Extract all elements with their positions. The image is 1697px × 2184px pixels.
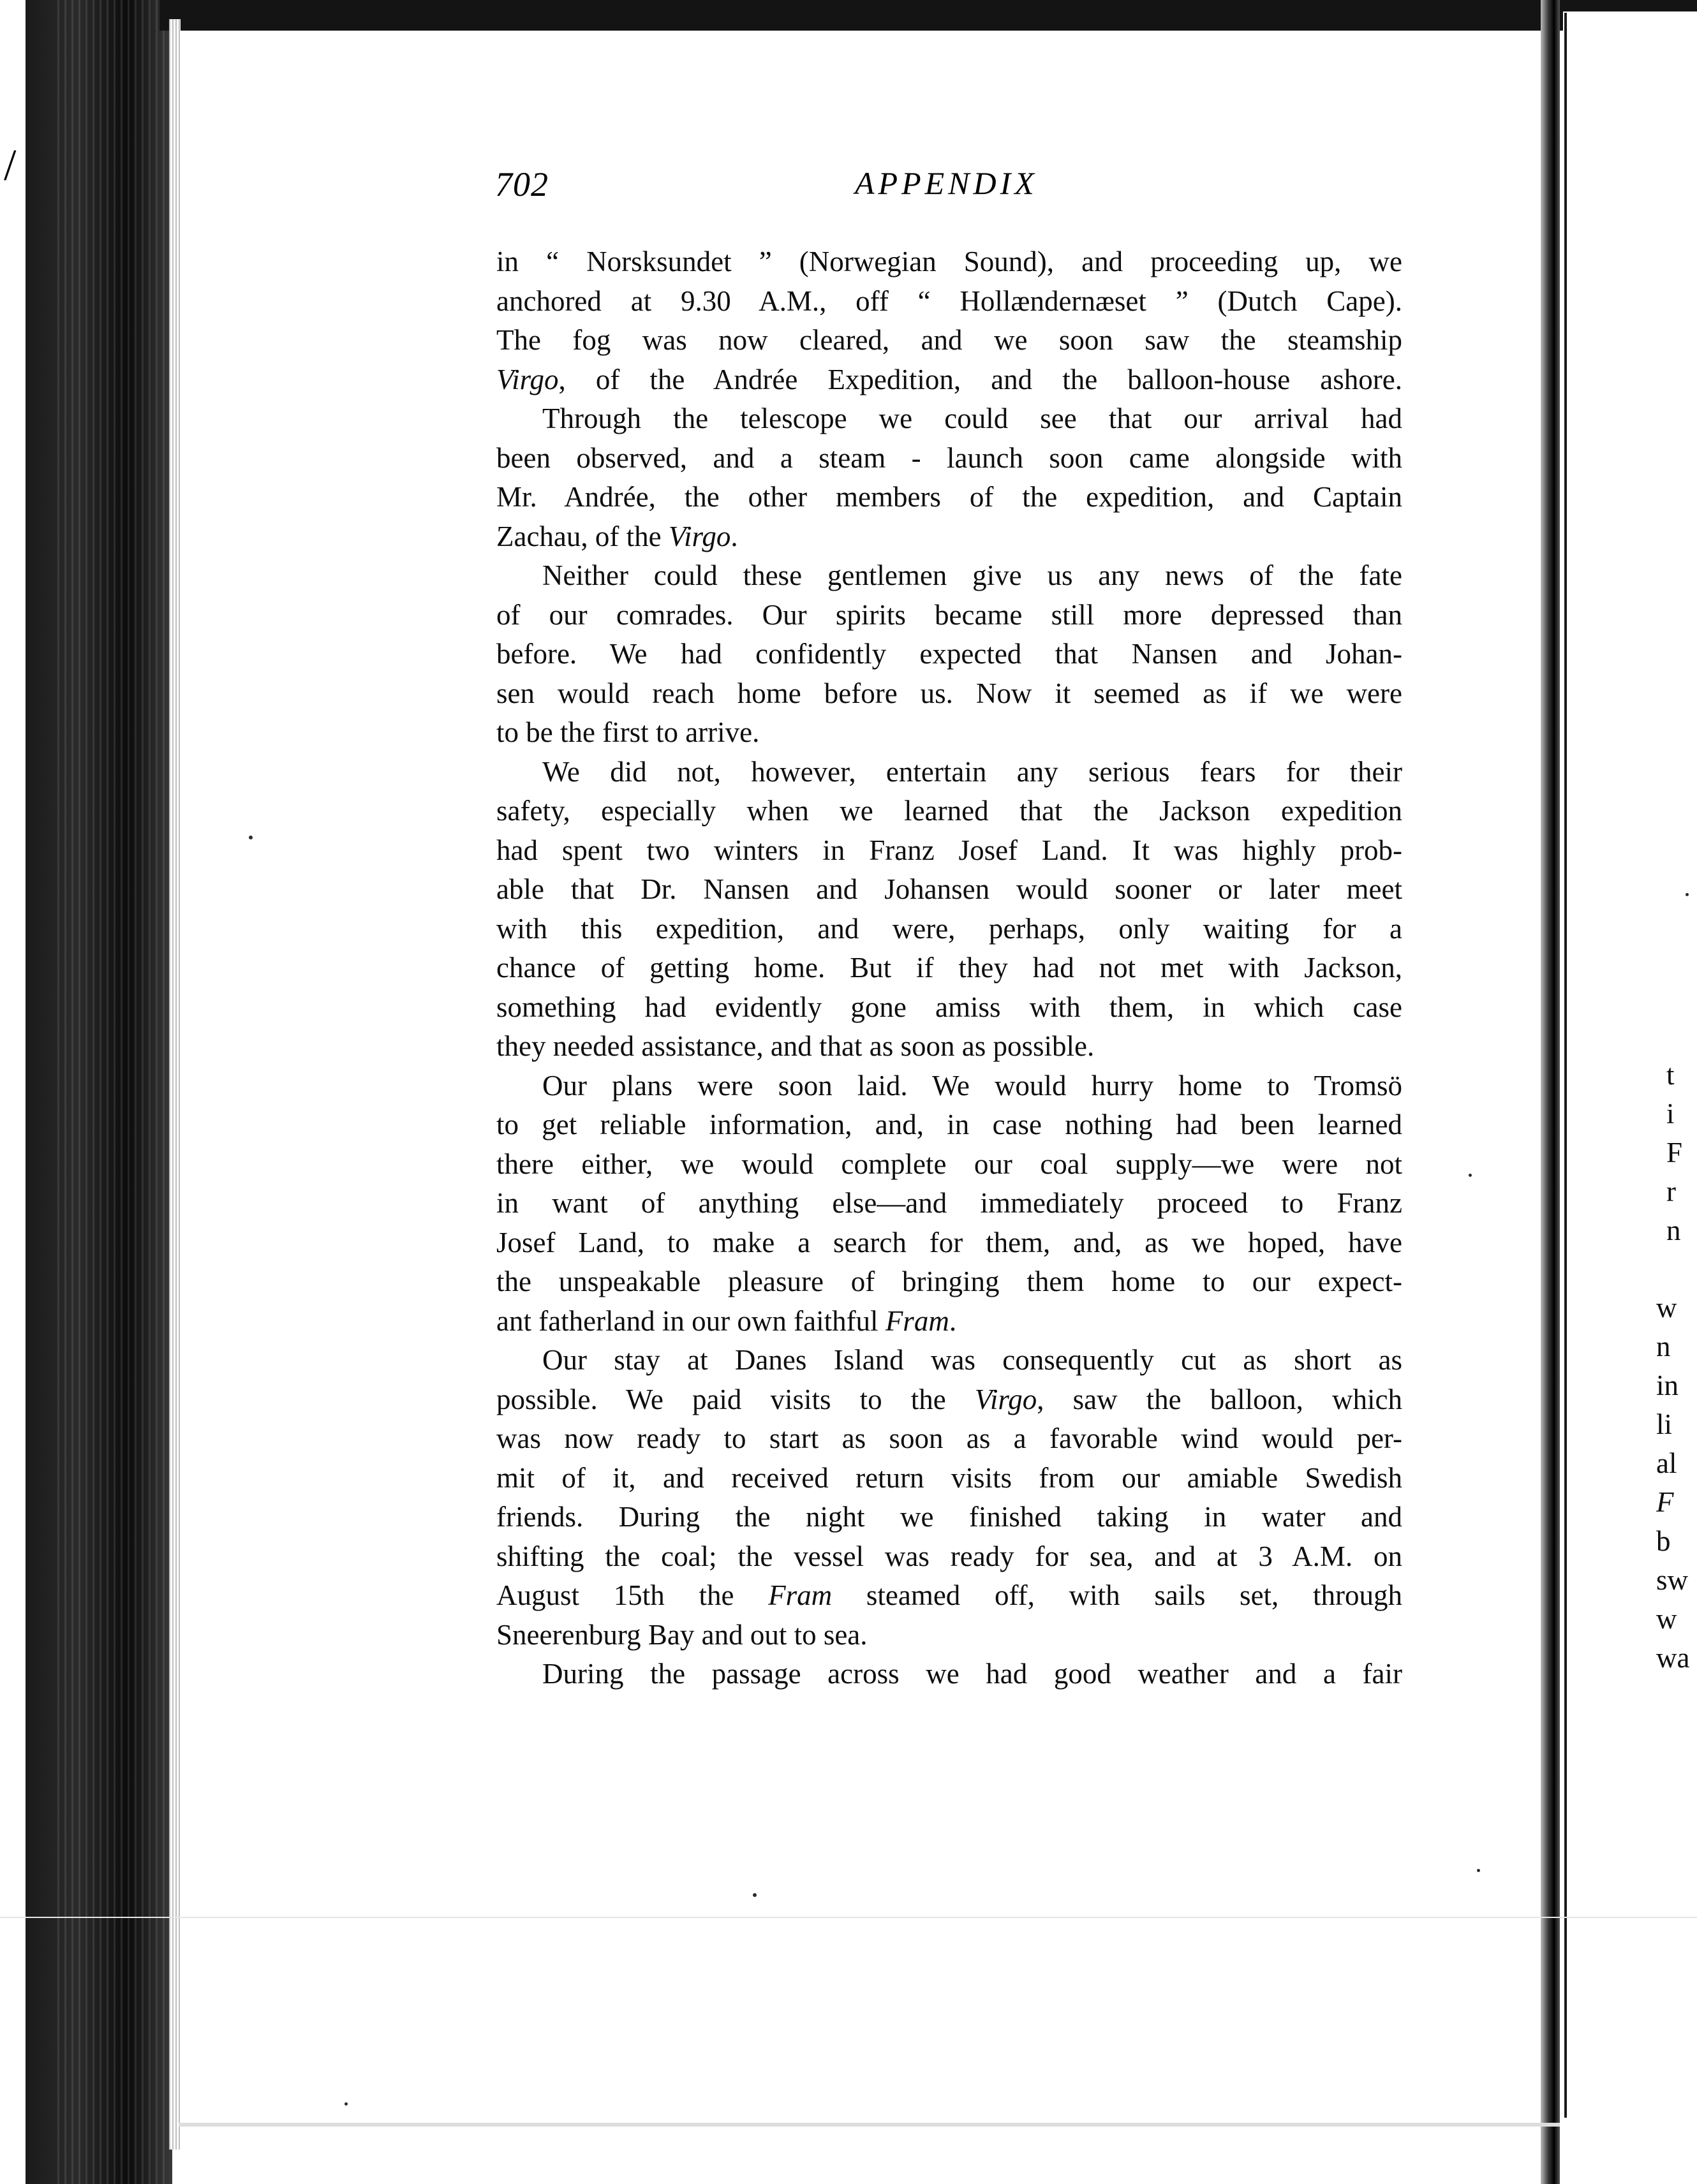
facing-page-fragment: in	[1656, 1369, 1679, 1401]
scan-speck	[1477, 1869, 1480, 1872]
text-line: During the passage across we had good weather and a fair	[542, 1658, 1402, 1690]
text-line: Our stay at Danes Island was consequently cut as short as	[542, 1344, 1402, 1376]
binding-texture	[57, 0, 166, 2184]
page-number: 702	[495, 165, 549, 203]
margin-mark: /	[4, 141, 17, 190]
facing-page-fragment: al	[1656, 1447, 1677, 1479]
running-header: APPENDIX	[855, 165, 1038, 201]
scan-speck	[345, 2102, 348, 2106]
facing-page-fragment: w	[1656, 1603, 1677, 1635]
facing-page-fragment: r	[1666, 1176, 1676, 1207]
text-line: they needed assistance, and that as soon as possible.	[496, 1030, 1095, 1062]
text-line: was now ready to start as soon as a favorable wind would per-	[496, 1422, 1402, 1454]
text-line: to be the first to arrive.	[496, 716, 760, 748]
text-line: Virgo, of the Andrée Expedition, and the balloon-house ashore.	[496, 363, 1402, 395]
text-line: something had evidently gone amiss with them, in which case	[496, 991, 1402, 1023]
ship-name: Virgo	[668, 520, 731, 552]
text-line: had spent two winters in Franz Josef Land. It was highly prob-	[496, 834, 1402, 866]
ship-name: Virgo	[496, 363, 559, 395]
text-line: to get reliable information, and, in case nothing had been learned	[496, 1109, 1402, 1140]
page-bottom-edge	[179, 2123, 1560, 2127]
facing-page-fragment: wa	[1656, 1642, 1690, 1674]
text-line: there either, we would complete our coal supply—we were not	[496, 1147, 1402, 1180]
page-edge-stack	[169, 19, 181, 2150]
text-line: friends. During the night we finished taking in water and	[496, 1501, 1402, 1533]
text-line: Sneerenburg Bay and out to sea.	[496, 1618, 868, 1651]
scan-speck	[1686, 893, 1689, 896]
text-line: Josef Land, to make a search for them, and, as we hoped, have	[496, 1226, 1402, 1258]
ship-name: Fram	[768, 1579, 833, 1611]
text-line: Mr. Andrée, the other members of the expedition, and Captain	[496, 481, 1402, 513]
text-line: shifting the coal; the vessel was ready for sea, and at 3 A.M. on	[496, 1540, 1402, 1572]
text-line: possible. We paid visits to the Virgo, saw the balloon, which	[496, 1383, 1402, 1415]
gutter-line	[1564, 13, 1567, 2118]
facing-page-fragment: w	[1656, 1292, 1677, 1324]
scan-speck	[1469, 1174, 1472, 1177]
text-line: The fog was now cleared, and we soon saw the steamship	[496, 324, 1402, 356]
text-line: We did not, however, entertain any serious fears for their	[542, 755, 1402, 788]
text-line: with this expedition, and were, perhaps, only waiting for a	[496, 912, 1402, 945]
ship-name: Fram	[885, 1304, 949, 1337]
scan-speck	[753, 1893, 757, 1897]
facing-page-fragment: sw	[1656, 1564, 1689, 1596]
scan-artifact-line	[0, 1917, 1697, 1918]
text-line: Our plans were soon laid. We would hurry home to Tromsö	[542, 1069, 1402, 1102]
text-line: Neither could these gentlemen give us any news of the fate	[542, 559, 1402, 591]
text-line: sen would reach home before us. Now it seemed as if we were	[496, 677, 1402, 709]
text-line: safety, especially when we learned that the Jackson expedition	[496, 795, 1402, 827]
page-gutter	[1541, 0, 1560, 2184]
text-line: chance of getting home. But if they had not met with Jackson,	[496, 952, 1402, 984]
facing-page-fragment: n	[1656, 1331, 1671, 1362]
text-line: mit of it, and received return visits from our amiable Swedish	[496, 1461, 1402, 1494]
text-line: in want of anything else—and immediately proceed to Franz	[496, 1187, 1402, 1219]
facing-page-fragment: i	[1666, 1098, 1675, 1130]
text-line: in “ Norsksundet ” (Norwegian Sound), and proceeding up, we	[496, 246, 1402, 277]
facing-page-fragment: t	[1666, 1059, 1675, 1091]
text-line: of our comrades. Our spirits became still more depressed than	[496, 598, 1402, 631]
text-line: ant fatherland in our own faithful Fram.	[496, 1304, 957, 1337]
facing-page-fragment: F	[1666, 1137, 1683, 1169]
facing-page-fragment: li	[1656, 1408, 1673, 1440]
text-line: the unspeakable pleasure of bringing them home to our expect-	[496, 1265, 1402, 1297]
text-line: been observed, and a steam - launch soon came alongside with	[496, 441, 1402, 474]
text-line: before. We had confidently expected that Nansen and Johan-	[496, 638, 1402, 670]
facing-page-fragment: F	[1656, 1486, 1674, 1518]
text-line: Zachau, of the Virgo.	[496, 520, 738, 552]
text-line: able that Dr. Nansen and Johansen would sooner or later meet	[496, 873, 1402, 905]
facing-page-fragment: n	[1666, 1214, 1681, 1246]
text-line: August 15th the Fram steamed off, with sails set, through	[496, 1579, 1402, 1611]
facing-page-fragment: b	[1656, 1525, 1671, 1557]
body-text	[496, 242, 1402, 1694]
text-line: anchored at 9.30 A.M., off “ Hollændernæset ” (Dutch Cape).	[496, 284, 1402, 317]
top-scan-border-right	[1563, 0, 1697, 11]
top-scan-border	[159, 0, 1563, 31]
ship-name: Virgo	[974, 1383, 1037, 1415]
scan-speck	[249, 836, 253, 839]
text-line: Through the telescope we could see that our arrival had	[542, 402, 1402, 434]
